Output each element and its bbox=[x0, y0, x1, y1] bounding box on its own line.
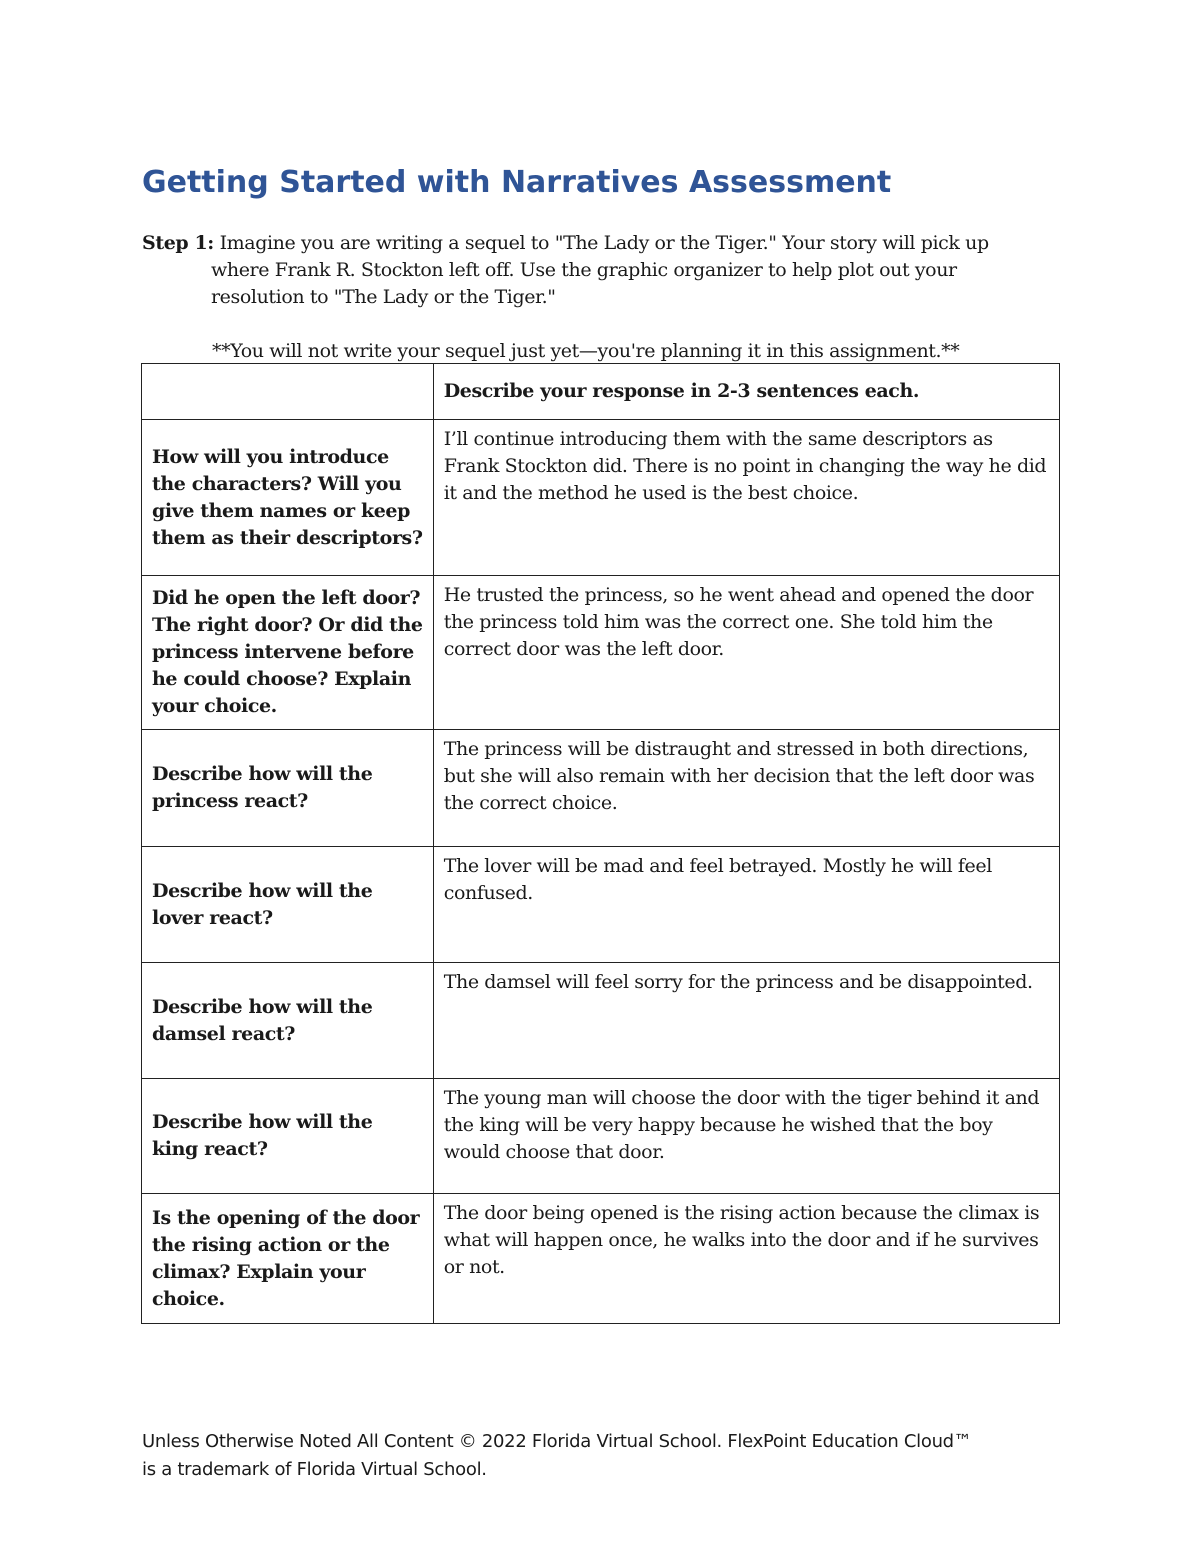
question-cell: Describe how will the princess react? bbox=[142, 730, 434, 847]
answer-cell: The damsel will feel sorry for the princess and be disappointed. bbox=[433, 963, 1059, 1079]
question-cell: Describe how will the king react? bbox=[142, 1079, 434, 1194]
header-empty-cell bbox=[142, 364, 434, 420]
answer-cell: I’ll continue introducing them with the same descriptors as Frank Stockton did. There is no point in changing the way he did it and the method he used is the best choice. bbox=[433, 420, 1059, 576]
answer-cell: The young man will choose the door with the tiger behind it and the king will be very happy because he wished that the boy would choose that door. bbox=[433, 1079, 1059, 1194]
step-label: Step 1: bbox=[142, 232, 214, 254]
step-text-1: Imagine you are writing a sequel to "The Lady or the Tiger." Your story will pick up bbox=[219, 232, 989, 254]
answer-cell: The princess will be distraught and stressed in both directions, but she will also remain with her decision that the left door was the correct choice. bbox=[433, 730, 1059, 847]
table-row bbox=[142, 420, 1060, 576]
assignment-note: **You will not write your sequel just yet—you're planning it in this assignment.** bbox=[212, 340, 960, 362]
answer-cell: He trusted the princess, so he went ahead and opened the door the princess told him was the correct one. She told him the correct door was the left door. bbox=[433, 576, 1059, 730]
graphic-organizer-table bbox=[141, 363, 1060, 1324]
header-response-cell: Describe your response in 2-3 sentences each. bbox=[433, 364, 1059, 420]
table-header-row bbox=[142, 364, 1060, 420]
question-cell: Did he open the left door? The right door? Or did the princess intervene before he could choose? Explain your choice. bbox=[142, 576, 434, 730]
table-row bbox=[142, 847, 1060, 963]
answer-cell: The lover will be mad and feel betrayed. Mostly he will feel confused. bbox=[433, 847, 1059, 963]
step-line-3: resolution to "The Lady or the Tiger." bbox=[211, 286, 556, 308]
question-cell: Is the opening of the door the rising action or the climax? Explain your choice. bbox=[142, 1194, 434, 1324]
table-row bbox=[142, 730, 1060, 847]
answer-cell: The door being opened is the rising action because the climax is what will happen once, he walks into the door and if he survives or not. bbox=[433, 1194, 1059, 1324]
copyright-footer bbox=[142, 1428, 1082, 1484]
step-line-2: where Frank R. Stockton left off. Use the graphic organizer to help plot out your bbox=[211, 259, 957, 281]
question-cell: Describe how will the lover react? bbox=[142, 847, 434, 963]
question-cell: How will you introduce the characters? Will you give them names or keep them as their descriptors? bbox=[142, 420, 434, 576]
footer-line-1: Unless Otherwise Noted All Content © 2022 Florida Virtual School. FlexPoint Education Cloud™ bbox=[142, 1431, 972, 1452]
table-row bbox=[142, 576, 1060, 730]
table-row bbox=[142, 963, 1060, 1079]
question-cell: Describe how will the damsel react? bbox=[142, 963, 434, 1079]
footer-line-2: is a trademark of Florida Virtual School. bbox=[142, 1459, 487, 1480]
table-row bbox=[142, 1194, 1060, 1324]
table-row bbox=[142, 1079, 1060, 1194]
step-instructions bbox=[142, 230, 1042, 311]
step-line-1 bbox=[142, 230, 1042, 257]
page-title: Getting Started with Narratives Assessment bbox=[142, 165, 892, 200]
